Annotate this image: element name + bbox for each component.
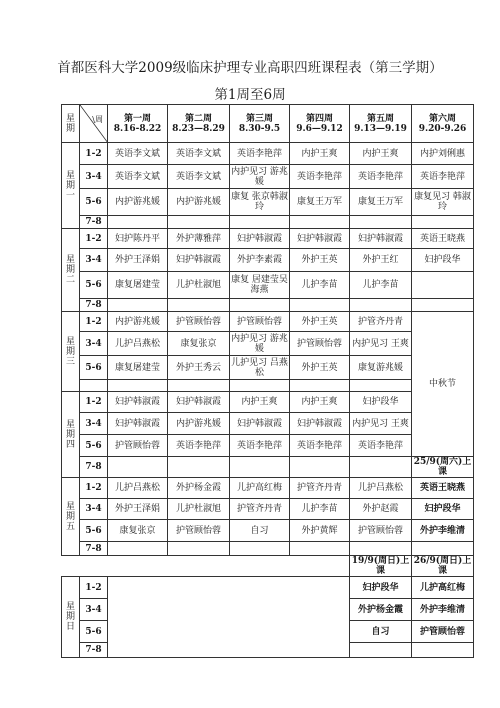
header-row bbox=[62, 105, 474, 143]
course-cell: 外护王泽娟 bbox=[108, 249, 168, 272]
course-cell bbox=[412, 272, 474, 299]
course-cell bbox=[350, 542, 412, 556]
course-cell: 自习 bbox=[230, 520, 290, 542]
makeup-note: 19/9(周日)上课 bbox=[350, 556, 412, 577]
course-cell: 内护游兆媛 bbox=[168, 413, 230, 435]
course-cell bbox=[168, 457, 230, 478]
course-cell bbox=[412, 216, 474, 229]
course-cell: 外护王英 bbox=[290, 312, 350, 332]
course-cell bbox=[230, 380, 290, 392]
course-cell: 护管齐丹青 bbox=[350, 312, 412, 332]
course-cell: 自习 bbox=[350, 621, 412, 643]
course-cell: 妇护段华 bbox=[412, 499, 474, 520]
course-cell: 康复游兆媛 bbox=[350, 356, 412, 380]
course-cell: 英语李艳萍 bbox=[168, 435, 230, 457]
course-cell: 妇护韩淑霞 bbox=[168, 392, 230, 413]
course-cell bbox=[290, 542, 350, 556]
course-cell bbox=[108, 299, 168, 312]
slot-label: 1-2 bbox=[80, 577, 108, 599]
course-cell: 儿护高红梅 bbox=[230, 478, 290, 499]
table-row bbox=[62, 499, 474, 520]
slot-label: 1-2 bbox=[80, 392, 108, 413]
course-cell: 英语李艳萍 bbox=[230, 435, 290, 457]
table-row bbox=[62, 577, 474, 599]
course-cell bbox=[412, 542, 474, 556]
course-cell: 内护游兆媛 bbox=[108, 312, 168, 332]
course-cell bbox=[108, 542, 168, 556]
course-cell: 妇护段华 bbox=[350, 577, 412, 599]
course-cell: 护管顾怡蓉 bbox=[168, 312, 230, 332]
course-cell: 康复王万军 bbox=[290, 189, 350, 216]
course-cell: 康复张京 bbox=[108, 520, 168, 542]
course-cell: 内护王爽 bbox=[290, 143, 350, 165]
course-cell: 外护黄辉 bbox=[290, 520, 350, 542]
course-cell: 护管顾怡蓉 bbox=[230, 312, 290, 332]
course-cell: 外护王秀云 bbox=[168, 356, 230, 380]
week-5-header: 第五周 9.13—9.19 bbox=[350, 105, 412, 143]
day-label-monday: 星期一 bbox=[62, 143, 80, 229]
course-cell: 外护李素霞 bbox=[230, 249, 290, 272]
course-cell: 护管顾怡蓉 bbox=[290, 332, 350, 356]
course-cell: 内护见习 王爽 bbox=[350, 413, 412, 435]
table-row bbox=[62, 312, 474, 332]
course-cell bbox=[168, 542, 230, 556]
slot-label: 5-6 bbox=[80, 272, 108, 299]
course-cell bbox=[412, 643, 474, 658]
corner-cell bbox=[80, 105, 108, 143]
course-cell bbox=[108, 216, 168, 229]
course-cell: 护管齐丹青 bbox=[290, 478, 350, 499]
course-cell: 康复 张京韩淑玲 bbox=[230, 189, 290, 216]
course-cell: 英语李艳萍 bbox=[412, 165, 474, 189]
course-cell: 妇护韩淑霞 bbox=[230, 413, 290, 435]
slot-label: 1-2 bbox=[80, 478, 108, 499]
table-row bbox=[62, 165, 474, 189]
slot-label: 5-6 bbox=[80, 520, 108, 542]
slot-label: 3-4 bbox=[80, 413, 108, 435]
slot-label: 5-6 bbox=[80, 621, 108, 643]
course-cell: 外护王泽娟 bbox=[108, 499, 168, 520]
page-subtitle: 第1周至6周 bbox=[214, 87, 286, 103]
table-row bbox=[62, 542, 474, 556]
week-3-header: 第三周 8.30-9.5 bbox=[230, 105, 290, 143]
course-cell: 英语李艳萍 bbox=[290, 165, 350, 189]
week-6-header: 第六周 9.20-9.26 bbox=[412, 105, 474, 143]
course-cell: 内护王爽 bbox=[350, 143, 412, 165]
course-cell bbox=[168, 299, 230, 312]
course-cell bbox=[350, 216, 412, 229]
week-4-header: 第四周 9.6—9.12 bbox=[290, 105, 350, 143]
course-cell: 妇护韩淑霞 bbox=[230, 229, 290, 249]
course-cell: 英语李文斌 bbox=[108, 165, 168, 189]
table-row bbox=[62, 457, 474, 478]
course-cell: 外护王英 bbox=[290, 249, 350, 272]
table-row bbox=[62, 520, 474, 542]
blank-cell bbox=[62, 556, 350, 577]
day-label-friday: 星期五 bbox=[62, 478, 80, 556]
course-cell: 内护游兆媛 bbox=[108, 189, 168, 216]
slot-label: 7-8 bbox=[80, 457, 108, 478]
makeup-note: 26/9(周日)上课 bbox=[412, 556, 474, 577]
course-cell: 儿护吕燕松 bbox=[108, 332, 168, 356]
course-cell: 护管顾怡蓉 bbox=[412, 621, 474, 643]
table-row bbox=[62, 143, 474, 165]
table-row bbox=[62, 189, 474, 216]
table-row bbox=[62, 299, 474, 312]
course-cell bbox=[290, 380, 350, 392]
week-1-header: 第一周 8.16-8.22 bbox=[108, 105, 168, 143]
day-label-sunday: 星期日 bbox=[62, 577, 80, 658]
course-cell: 康复 居建莹吴海燕 bbox=[230, 272, 290, 299]
course-cell: 妇护韩淑霞 bbox=[108, 413, 168, 435]
week-2-header: 第二周 8.23—8.29 bbox=[168, 105, 230, 143]
course-cell bbox=[290, 216, 350, 229]
course-cell bbox=[230, 299, 290, 312]
holiday-cell: 中秋节 bbox=[412, 312, 474, 457]
course-cell: 儿护高红梅 bbox=[412, 577, 474, 599]
slot-label: 7-8 bbox=[80, 542, 108, 556]
course-cell: 英语李艳萍 bbox=[290, 435, 350, 457]
course-cell: 护管顾怡蓉 bbox=[350, 520, 412, 542]
slot-label: 3-4 bbox=[80, 249, 108, 272]
course-cell bbox=[168, 380, 230, 392]
course-cell bbox=[350, 299, 412, 312]
day-label-wednesday: 星期三 bbox=[62, 312, 80, 392]
course-cell: 儿护见习 吕燕松 bbox=[231, 357, 288, 378]
course-cell: 康复屠建莹 bbox=[108, 356, 168, 380]
course-cell: 儿护杜淑旭 bbox=[168, 499, 230, 520]
course-cell: 外护杨金霞 bbox=[350, 599, 412, 621]
course-cell: 儿护李苗 bbox=[290, 499, 350, 520]
day-label-thursday: 星期四 bbox=[62, 392, 80, 478]
course-cell bbox=[350, 643, 412, 658]
course-cell: 外护王红 bbox=[350, 249, 412, 272]
blank-cell bbox=[108, 577, 350, 658]
course-cell: 护管齐丹青 bbox=[230, 499, 290, 520]
course-cell bbox=[230, 216, 290, 229]
course-cell: 儿护李苗 bbox=[350, 272, 412, 299]
course-cell bbox=[412, 299, 474, 312]
course-cell: 英语王晓燕 bbox=[412, 478, 474, 499]
course-cell: 外护李维清 bbox=[412, 599, 474, 621]
course-cell: 内护王爽 bbox=[290, 392, 350, 413]
slot-label: 7-8 bbox=[80, 216, 108, 229]
day-label-tuesday: 星期二 bbox=[62, 229, 80, 312]
course-cell bbox=[350, 380, 412, 392]
slot-label bbox=[80, 380, 108, 392]
table-row bbox=[62, 249, 474, 272]
course-cell bbox=[350, 457, 412, 478]
course-cell: 内护游兆媛 bbox=[168, 189, 230, 216]
course-cell bbox=[108, 457, 168, 478]
course-cell bbox=[290, 299, 350, 312]
course-cell: 康复张京 bbox=[168, 332, 230, 356]
course-cell: 儿护吕燕松 bbox=[108, 478, 168, 499]
course-cell: 英语李艳萍 bbox=[230, 143, 290, 165]
slot-label: 3-4 bbox=[80, 499, 108, 520]
course-cell: 康复王万军 bbox=[350, 189, 412, 216]
course-cell: 儿护吕燕松 bbox=[350, 478, 412, 499]
course-cell: 妇护韩淑霞 bbox=[350, 229, 412, 249]
slot-label: 1-2 bbox=[80, 143, 108, 165]
course-cell: 英语李文斌 bbox=[108, 143, 168, 165]
course-cell: 妇护段华 bbox=[412, 249, 474, 272]
course-cell: 英语李艳萍 bbox=[350, 165, 412, 189]
table-row bbox=[62, 272, 474, 299]
makeup-note: 25/9(周六)上课 bbox=[412, 457, 474, 478]
week-header: \周 bbox=[92, 115, 103, 124]
course-cell: 内护刘俐惠 bbox=[412, 143, 474, 165]
course-cell: 妇护韩淑霞 bbox=[290, 229, 350, 249]
course-cell: 妇护韩淑霞 bbox=[108, 392, 168, 413]
course-cell: 康复见习 韩淑玲 bbox=[412, 189, 474, 216]
course-cell: 护管顾怡蓉 bbox=[108, 435, 168, 457]
course-cell: 妇护陈丹平 bbox=[108, 229, 168, 249]
course-cell bbox=[108, 380, 168, 392]
course-cell: 英语李艳萍 bbox=[350, 435, 412, 457]
schedule-table bbox=[61, 104, 474, 658]
page-title: 首都医科大学2009级临床护理专业高职四班课程表（第三学期） bbox=[57, 60, 443, 76]
course-cell: 外护李维清 bbox=[412, 520, 474, 542]
course-cell bbox=[230, 457, 290, 478]
course-cell: 外护杨金霞 bbox=[168, 478, 230, 499]
course-cell: 外护赵霞 bbox=[350, 499, 412, 520]
day-header: 星期 bbox=[62, 105, 80, 143]
course-cell: 外护王英 bbox=[290, 356, 350, 380]
table-row bbox=[62, 478, 474, 499]
course-cell: 妇护段华 bbox=[350, 392, 412, 413]
course-cell: 内护见习 游兆媛 bbox=[231, 166, 288, 187]
course-cell: 护管顾怡蓉 bbox=[168, 520, 230, 542]
course-cell: 儿护李苗 bbox=[290, 272, 350, 299]
slot-label: 1-2 bbox=[80, 312, 108, 332]
course-cell: 英语李文斌 bbox=[168, 143, 230, 165]
notes-row bbox=[62, 556, 474, 577]
table-row bbox=[62, 216, 474, 229]
slot-label: 3-4 bbox=[80, 599, 108, 621]
slot-label: 5-6 bbox=[80, 435, 108, 457]
slot-label: 7-8 bbox=[80, 299, 108, 312]
slot-label: 5-6 bbox=[80, 356, 108, 380]
slot-label: 7-8 bbox=[80, 643, 108, 658]
course-cell: 妇护韩淑霞 bbox=[168, 249, 230, 272]
table-row bbox=[62, 229, 474, 249]
course-cell: 儿护杜淑旭 bbox=[168, 272, 230, 299]
course-cell: 妇护韩淑霞 bbox=[290, 413, 350, 435]
course-cell bbox=[290, 457, 350, 478]
course-cell: 康复屠建莹 bbox=[108, 272, 168, 299]
slot-label: 1-2 bbox=[80, 229, 108, 249]
slot-label: 5-6 bbox=[80, 189, 108, 216]
course-cell: 内护见习 游兆媛 bbox=[231, 333, 288, 354]
slot-label: 3-4 bbox=[80, 332, 108, 356]
course-cell: 英语李文斌 bbox=[168, 165, 230, 189]
course-cell: 内护王爽 bbox=[230, 392, 290, 413]
course-cell: 外护薄雅萍 bbox=[168, 229, 230, 249]
course-cell bbox=[230, 542, 290, 556]
course-cell bbox=[168, 216, 230, 229]
course-cell: 内护见习 王爽 bbox=[350, 332, 412, 356]
course-cell: 英语王晓燕 bbox=[412, 229, 474, 249]
slot-label: 3-4 bbox=[80, 165, 108, 189]
